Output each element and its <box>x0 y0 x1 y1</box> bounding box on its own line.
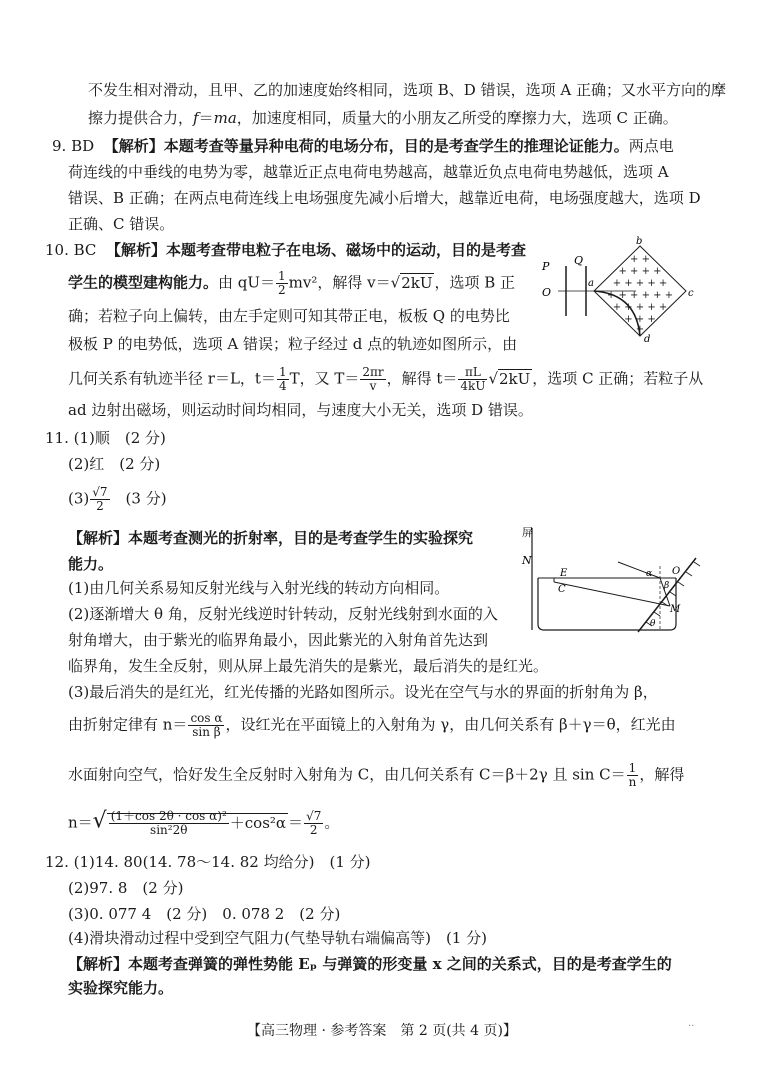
q9-header: 9. BD 【解析】本题考查等量异种电荷的电场分布，目的是考查学生的推理论证能力。两点电 <box>52 137 674 155</box>
label-theta: θ <box>650 619 656 629</box>
analysis-tag: 【解析】 <box>68 955 129 973</box>
label-o: O <box>672 566 681 577</box>
label-q: Q <box>574 254 584 267</box>
q10-line5: 几何关系有轨迹半径 r＝L，t＝ $\frac{1}{4}$ T，又 T＝ $\frac{2\pi r}{v}$ ，解得 t＝ $\frac{\pi L}{4kU}$ √2kU ，选项 C 正确；若粒子从 <box>68 365 704 393</box>
q12-answer2: (2)97. 8 (2 分) <box>68 879 184 897</box>
q8-line1: 不发生相对滑动，且甲、乙的加速度始终相同，选项 B、D 错误，选项 A 正确；又水平方向的摩 <box>88 81 726 99</box>
label-beta: β <box>664 581 670 591</box>
label-d: d <box>644 334 651 345</box>
q10-line6: ad 边射出磁场，则运动时间均相同，与速度大小无关，选项 D 错误。 <box>68 401 533 419</box>
corner-mark: .. <box>688 1018 695 1029</box>
label-e: E <box>560 568 568 579</box>
q12-answer1: 12. (1)14. 80(14. 78～14. 82 均给分) (1 分) <box>45 853 371 871</box>
label-screen: 屏 <box>522 526 533 539</box>
q11-header2: 能力。 <box>68 555 114 573</box>
q10-line4: 极板 P 的电势低，选项 A 错误；粒子经过 d 点的轨迹如图所示，由 <box>68 335 518 353</box>
analysis-tag: 【解析】 <box>105 241 166 259</box>
svg-text:+ + +: + + + <box>624 314 656 325</box>
q10-header: 10. BC 【解析】本题考查带电粒子在电场、磁场中的运动，目的是考查 <box>45 241 526 259</box>
label-a: a <box>588 278 594 289</box>
q10-number: 10. BC <box>45 241 97 259</box>
q12-answer4: (4)滑块滑动过程中受到空气阻力(气垫导轨右端偏高等) (1 分) <box>68 929 487 947</box>
q9-line4: 正确、C 错误。 <box>68 215 175 233</box>
q12-answer3: (3)0. 077 4 (2 分) 0. 078 2 (2 分) <box>68 905 341 923</box>
q12-header2: 实验探究能力。 <box>68 979 174 997</box>
q11-p1: (1)由几何关系易知反射光线与入射光线的转动方向相同。 <box>68 579 450 597</box>
svg-text:+ + + +: + + + + <box>618 266 662 277</box>
label-n: N <box>522 554 532 567</box>
label-p: P <box>542 260 550 273</box>
q10-line2: 学生的模型建构能力。由 qU＝ $\frac{1}{2}$ mv²，解得 v＝√2kU ，选项 B 正 <box>68 269 516 297</box>
page-footer: 【高三物理 · 参考答案 第 2 页(共 4 页)】 <box>247 1023 517 1039</box>
analysis-tag: 【解析】 <box>103 137 164 155</box>
label-m: M <box>670 604 681 615</box>
q11-p3c: 水面射向空气，恰好发生全反射时入射角为 C，由几何关系有 C＝β＋2γ 且 sin C＝ $\frac{1}{n}$ ，解得 <box>68 761 685 789</box>
incident-ray <box>618 562 660 578</box>
q11-p3d: n＝√ $\frac{\text{(1＋cos 2θ · cos α)²}}{\text{sin²2θ}}$ ＋cos²α ＝ $\frac{√7}{2}$ 。 <box>68 808 340 837</box>
q11-p2b: 射角增大，由于紫光的临界角最小，因此紫光的入射角首先达到 <box>68 631 489 649</box>
q11-p3a: (3)最后消失的是红光，红光传播的光路如图所示。设光在空气与水的界面的折射角为 β， <box>68 683 658 701</box>
q9-line3: 错误、B 正确；在两点电荷连线上电场强度先减小后增大，越靠近电荷，电场强度越大，选项 D <box>68 189 701 207</box>
svg-text:+ +: + + <box>630 254 650 265</box>
label-c: c <box>688 288 694 299</box>
q10-figure <box>536 234 702 346</box>
label-c: C <box>558 584 566 595</box>
svg-text:+ + + + +: + + + + + <box>612 302 668 313</box>
q9-number: 9. BD <box>52 137 95 155</box>
reflected-ray <box>554 582 670 606</box>
q12-header: 【解析】本题考查弹簧的弹性势能 Eₚ 与弹簧的形变量 x 之间的关系式，目的是考查学生的 <box>68 955 672 973</box>
q8-line2: 擦力提供合力，f＝ma，加速度相同，质量大的小朋友乙所受的摩擦力大，选项 C 正确。 <box>88 109 678 127</box>
q11-answer2: (2)红 (2 分) <box>68 455 161 473</box>
q11-figure <box>520 526 716 638</box>
svg-text:+ + + + +: + + + + + <box>612 278 668 289</box>
q10-line3: 确；若粒子向上偏转，由左手定则可知其带正电，板板 Q 的电势比 <box>68 307 510 325</box>
svg-text:+ + + + + +: + + + + + + <box>606 290 674 301</box>
label-alpha: α <box>646 569 653 579</box>
q9-line2: 荷连线的中垂线的电势为零，越靠近正点电荷电势越高，越靠近负点电荷电势越低，选项 A <box>68 163 669 181</box>
q11-header: 【解析】本题考查测光的折射率，目的是考查学生的实验探究 <box>68 529 474 547</box>
q11-p3b: 由折射定律有 n＝ $\frac{\text{cos α}}{\text{sin β}}$ ，设红光在平面镜上的入射角为 γ，由几何关系有 β＋γ＝θ，红光由 <box>68 711 676 739</box>
analysis-tag: 【解析】 <box>68 529 129 547</box>
q11-answer3: (3) $\frac{√7}{2}$ (3 分) <box>68 485 167 513</box>
q11-p2a: (2)逐渐增大 θ 角，反射光线逆时针转动，反射光线射到水面的入 <box>68 605 498 623</box>
label-o: O <box>542 286 552 299</box>
q11-p2c: 临界角，发生全反射，则从屏上最先消失的是紫光，最后消失的是红光。 <box>68 657 549 675</box>
label-b: b <box>636 236 643 247</box>
field-marks <box>607 254 673 335</box>
svg-text:+: + <box>635 324 645 335</box>
q11-answer1: 11. (1)顺 (2 分) <box>45 429 166 447</box>
